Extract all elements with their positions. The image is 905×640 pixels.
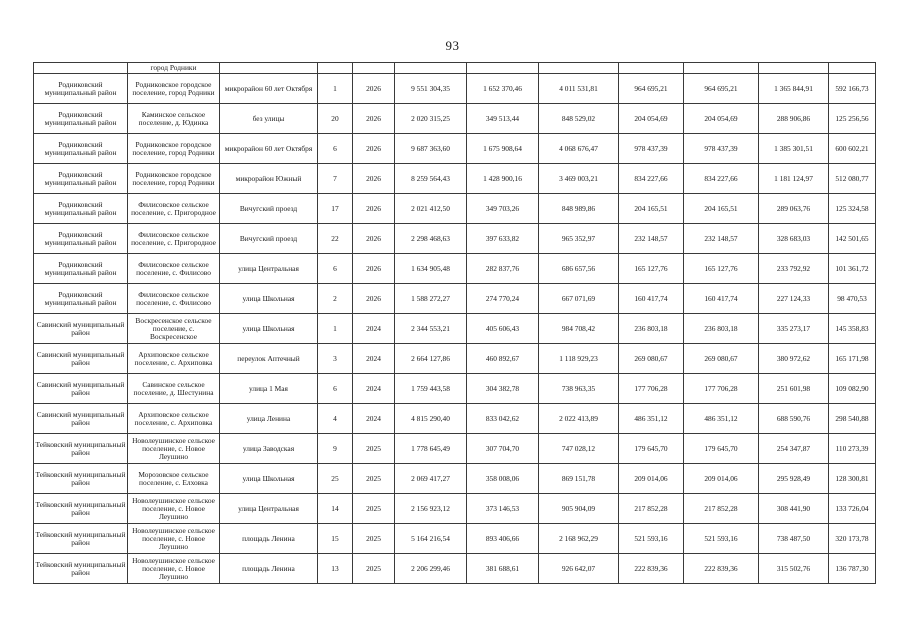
settlement-cell: город Родники [128, 63, 220, 74]
settlement-cell: Каминское сельское поселение, д. Юдинка [128, 104, 220, 134]
amount-cell: 893 406,66 [467, 524, 539, 554]
amount-cell: 98 470,53 [829, 284, 876, 314]
year-cell: 2026 [353, 104, 395, 134]
amount-cell: 686 657,56 [539, 254, 619, 284]
street-cell: переулок Аптечный [220, 344, 318, 374]
year-cell: 2026 [353, 194, 395, 224]
year-cell: 2024 [353, 374, 395, 404]
street-cell: улица Школьная [220, 464, 318, 494]
year-cell: 2024 [353, 404, 395, 434]
amount-cell: 486 351,12 [619, 404, 684, 434]
year-cell: 2026 [353, 224, 395, 254]
year-cell: 2026 [353, 74, 395, 104]
district-cell: Савинский муниципальный район [34, 314, 128, 344]
amount-cell: 165 127,76 [684, 254, 759, 284]
amount-cell: 848 529,02 [539, 104, 619, 134]
district-cell: Савинский муниципальный район [34, 404, 128, 434]
amount-cell: 964 695,21 [619, 74, 684, 104]
amount-cell: 1 652 370,46 [467, 74, 539, 104]
amount-cell: 600 602,21 [829, 134, 876, 164]
district-cell: Тейковский муниципальный район [34, 524, 128, 554]
street-cell: улица Заводская [220, 434, 318, 464]
amount-cell: 307 704,70 [467, 434, 539, 464]
amount-cell: 848 989,86 [539, 194, 619, 224]
year-cell: 2026 [353, 284, 395, 314]
district-cell: Родниковский муниципальный район [34, 74, 128, 104]
amount-cell: 282 837,76 [467, 254, 539, 284]
amount-cell: 1 385 301,51 [759, 134, 829, 164]
amount-cell: 254 347,87 [759, 434, 829, 464]
house-number-cell: 25 [318, 464, 353, 494]
settlement-cell: Филисовское сельское поселение, с. Пригородное [128, 194, 220, 224]
amount-cell: 320 173,78 [829, 524, 876, 554]
amount-cell: 747 028,12 [539, 434, 619, 464]
table-row [34, 74, 876, 104]
street-cell: улица Ленина [220, 404, 318, 434]
house-number-cell: 17 [318, 194, 353, 224]
amount-cell: 236 803,18 [684, 314, 759, 344]
amount-cell: 1 675 908,64 [467, 134, 539, 164]
page-number: 93 [445, 38, 460, 53]
amount-cell: 298 540,88 [829, 404, 876, 434]
settlement-cell: Новолеушинское сельское поселение, с. Новое Леушино [128, 434, 220, 464]
district-cell: Родниковский муниципальный район [34, 254, 128, 284]
year-cell: 2025 [353, 554, 395, 584]
amount-cell: 133 726,04 [829, 494, 876, 524]
settlement-cell: Филисовское сельское поселение, с. Филисово [128, 284, 220, 314]
amount-cell: 308 441,90 [759, 494, 829, 524]
total-cost-cell: 4 815 290,40 [395, 404, 467, 434]
amount-cell: 232 148,57 [619, 224, 684, 254]
street-cell: микрорайон 60 лет Октября [220, 74, 318, 104]
house-number-cell: 2 [318, 284, 353, 314]
total-cost-cell: 2 344 553,21 [395, 314, 467, 344]
amount-cell: 965 352,97 [539, 224, 619, 254]
total-cost-cell: 2 156 923,12 [395, 494, 467, 524]
amount-cell: 110 273,39 [829, 434, 876, 464]
amount-cell: 274 770,24 [467, 284, 539, 314]
amount-cell: 165 127,76 [619, 254, 684, 284]
table-row [34, 434, 876, 464]
amount-cell: 328 683,03 [759, 224, 829, 254]
year-cell: 2026 [353, 254, 395, 284]
amount-cell: 869 151,78 [539, 464, 619, 494]
settlement-cell: Новолеушинское сельское поселение, с. Новое Леушино [128, 494, 220, 524]
total-cost-cell: 5 164 216,54 [395, 524, 467, 554]
table-row [34, 494, 876, 524]
settlement-cell: Морозовское сельское поселение, с. Елховка [128, 464, 220, 494]
house-number-cell: 4 [318, 404, 353, 434]
district-cell: Родниковский муниципальный район [34, 194, 128, 224]
table-row [34, 464, 876, 494]
amount-cell: 204 054,69 [684, 104, 759, 134]
street-cell: улица Центральная [220, 254, 318, 284]
table-row [34, 344, 876, 374]
street-cell: Вичугский проезд [220, 224, 318, 254]
district-cell: Родниковский муниципальный район [34, 284, 128, 314]
amount-cell: 4 068 676,47 [539, 134, 619, 164]
table-row [34, 554, 876, 584]
district-cell: Родниковский муниципальный район [34, 164, 128, 194]
amount-cell: 160 417,74 [684, 284, 759, 314]
table-row [34, 194, 876, 224]
amount-cell: 233 792,92 [759, 254, 829, 284]
amount-cell: 521 593,16 [619, 524, 684, 554]
amount-cell: 236 803,18 [619, 314, 684, 344]
total-cost-cell: 2 206 299,46 [395, 554, 467, 584]
table-row [34, 254, 876, 284]
amount-cell: 251 601,98 [759, 374, 829, 404]
street-cell: улица Школьная [220, 284, 318, 314]
district-cell: Тейковский муниципальный район [34, 494, 128, 524]
settlement-cell: Воскресенское сельское поселение, с. Воскресенское [128, 314, 220, 344]
total-cost-cell: 2 020 315,25 [395, 104, 467, 134]
amount-cell: 380 972,62 [759, 344, 829, 374]
amount-cell: 217 852,28 [619, 494, 684, 524]
house-number-cell: 6 [318, 254, 353, 284]
settlement-cell: Архиповское сельское поселение, с. Архиповка [128, 344, 220, 374]
amount-cell: 373 146,53 [467, 494, 539, 524]
amount-cell: 160 417,74 [619, 284, 684, 314]
street-cell: улица Школьная [220, 314, 318, 344]
amount-cell: 125 256,56 [829, 104, 876, 134]
house-number-cell: 14 [318, 494, 353, 524]
amount-cell: 304 382,78 [467, 374, 539, 404]
amount-cell: 209 014,06 [684, 464, 759, 494]
settlement-cell: Филисовское сельское поселение, с. Пригородное [128, 224, 220, 254]
total-cost-cell: 2 021 412,50 [395, 194, 467, 224]
district-cell: Тейковский муниципальный район [34, 554, 128, 584]
amount-cell: 905 904,09 [539, 494, 619, 524]
year-cell: 2025 [353, 464, 395, 494]
amount-cell: 209 014,06 [619, 464, 684, 494]
amount-cell: 335 273,17 [759, 314, 829, 344]
district-cell: Тейковский муниципальный район [34, 464, 128, 494]
amount-cell: 232 148,57 [684, 224, 759, 254]
amount-cell: 358 008,06 [467, 464, 539, 494]
table-row [34, 404, 876, 434]
total-cost-cell: 1 634 905,48 [395, 254, 467, 284]
house-number-cell: 1 [318, 74, 353, 104]
amount-cell: 1 365 844,91 [759, 74, 829, 104]
amount-cell: 142 501,65 [829, 224, 876, 254]
house-number-cell: 15 [318, 524, 353, 554]
total-cost-cell: 1 588 272,27 [395, 284, 467, 314]
total-cost-cell: 2 069 417,27 [395, 464, 467, 494]
amount-cell: 269 080,67 [619, 344, 684, 374]
amount-cell: 128 300,81 [829, 464, 876, 494]
amount-cell: 222 839,36 [619, 554, 684, 584]
table-row [34, 284, 876, 314]
amount-cell: 834 227,66 [684, 164, 759, 194]
district-cell: Родниковский муниципальный район [34, 224, 128, 254]
amount-cell: 833 042,62 [467, 404, 539, 434]
street-cell: улица 1 Мая [220, 374, 318, 404]
amount-cell: 125 324,58 [829, 194, 876, 224]
settlement-cell: Архиповское сельское поселение, с. Архиповка [128, 404, 220, 434]
year-cell: 2026 [353, 164, 395, 194]
total-cost-cell: 9 687 363,60 [395, 134, 467, 164]
amount-cell: 978 437,39 [619, 134, 684, 164]
settlement-cell: Новолеушинское сельское поселение, с. Новое Леушино [128, 524, 220, 554]
settlement-cell: Филисовское сельское поселение, с. Филисово [128, 254, 220, 284]
amount-cell: 405 606,43 [467, 314, 539, 344]
amount-cell: 460 892,67 [467, 344, 539, 374]
district-cell: Савинский муниципальный район [34, 344, 128, 374]
amount-cell: 2 022 413,89 [539, 404, 619, 434]
amount-cell: 204 165,51 [684, 194, 759, 224]
table-row [34, 374, 876, 404]
amount-cell: 667 071,69 [539, 284, 619, 314]
total-cost-cell: 2 664 127,86 [395, 344, 467, 374]
amount-cell: 3 469 003,21 [539, 164, 619, 194]
amount-cell: 179 645,70 [684, 434, 759, 464]
amount-cell: 145 358,83 [829, 314, 876, 344]
amount-cell: 512 080,77 [829, 164, 876, 194]
settlement-cell: Родниковское городское поселение, город Родники [128, 74, 220, 104]
amount-cell: 1 428 900,16 [467, 164, 539, 194]
amount-cell: 738 963,35 [539, 374, 619, 404]
amount-cell: 964 695,21 [684, 74, 759, 104]
register-table [33, 62, 876, 584]
total-cost-cell: 1 778 645,49 [395, 434, 467, 464]
house-number-cell: 22 [318, 224, 353, 254]
amount-cell: 288 906,86 [759, 104, 829, 134]
amount-cell: 101 361,72 [829, 254, 876, 284]
table-row [34, 224, 876, 254]
amount-cell: 315 502,76 [759, 554, 829, 584]
settlement-cell: Савинское сельское поселение, д. Шестунина [128, 374, 220, 404]
year-cell: 2025 [353, 494, 395, 524]
amount-cell: 834 227,66 [619, 164, 684, 194]
district-cell: Родниковский муниципальный район [34, 104, 128, 134]
amount-cell: 109 082,90 [829, 374, 876, 404]
amount-cell: 397 633,82 [467, 224, 539, 254]
amount-cell: 269 080,67 [684, 344, 759, 374]
amount-cell: 204 054,69 [619, 104, 684, 134]
amount-cell: 984 708,42 [539, 314, 619, 344]
street-cell: микрорайон Южный [220, 164, 318, 194]
total-cost-cell: 1 759 443,58 [395, 374, 467, 404]
table-row [34, 314, 876, 344]
street-cell: без улицы [220, 104, 318, 134]
street-cell: микрорайон 60 лет Октября [220, 134, 318, 164]
year-cell: 2024 [353, 314, 395, 344]
amount-cell: 738 487,50 [759, 524, 829, 554]
amount-cell: 521 593,16 [684, 524, 759, 554]
amount-cell: 222 839,36 [684, 554, 759, 584]
house-number-cell: 3 [318, 344, 353, 374]
settlement-cell: Новолеушинское сельское поселение, с. Новое Леушино [128, 554, 220, 584]
amount-cell: 179 645,70 [619, 434, 684, 464]
amount-cell: 165 171,98 [829, 344, 876, 374]
amount-cell: 4 011 531,81 [539, 74, 619, 104]
district-cell: Савинский муниципальный район [34, 374, 128, 404]
street-cell: Вичугский проезд [220, 194, 318, 224]
amount-cell: 1 181 124,97 [759, 164, 829, 194]
amount-cell: 978 437,39 [684, 134, 759, 164]
amount-cell: 177 706,28 [684, 374, 759, 404]
year-cell: 2026 [353, 134, 395, 164]
table-row [34, 104, 876, 134]
district-cell: Родниковский муниципальный район [34, 134, 128, 164]
amount-cell: 177 706,28 [619, 374, 684, 404]
table-row [34, 134, 876, 164]
street-cell: площадь Ленина [220, 554, 318, 584]
total-cost-cell: 8 259 564,43 [395, 164, 467, 194]
table-row [34, 164, 876, 194]
street-cell: улица Центральная [220, 494, 318, 524]
year-cell: 2025 [353, 524, 395, 554]
settlement-cell: Родниковское городское поселение, город Родники [128, 134, 220, 164]
amount-cell: 217 852,28 [684, 494, 759, 524]
amount-cell: 289 063,76 [759, 194, 829, 224]
amount-cell: 2 168 962,29 [539, 524, 619, 554]
year-cell: 2025 [353, 434, 395, 464]
amount-cell: 486 351,12 [684, 404, 759, 434]
house-number-cell: 6 [318, 374, 353, 404]
amount-cell: 592 166,73 [829, 74, 876, 104]
house-number-cell: 6 [318, 134, 353, 164]
amount-cell: 926 642,07 [539, 554, 619, 584]
amount-cell: 349 703,26 [467, 194, 539, 224]
amount-cell: 1 118 929,23 [539, 344, 619, 374]
house-number-cell: 20 [318, 104, 353, 134]
table-row [34, 524, 876, 554]
amount-cell: 295 928,49 [759, 464, 829, 494]
table-row [34, 63, 876, 74]
amount-cell: 227 124,33 [759, 284, 829, 314]
amount-cell: 349 513,44 [467, 104, 539, 134]
amount-cell: 688 590,76 [759, 404, 829, 434]
house-number-cell: 1 [318, 314, 353, 344]
amount-cell: 204 165,51 [619, 194, 684, 224]
house-number-cell: 13 [318, 554, 353, 584]
amount-cell: 136 787,30 [829, 554, 876, 584]
street-cell: площадь Ленина [220, 524, 318, 554]
year-cell: 2024 [353, 344, 395, 374]
total-cost-cell: 2 298 468,63 [395, 224, 467, 254]
amount-cell: 381 688,61 [467, 554, 539, 584]
district-cell: Тейковский муниципальный район [34, 434, 128, 464]
total-cost-cell: 9 551 304,35 [395, 74, 467, 104]
house-number-cell: 9 [318, 434, 353, 464]
house-number-cell: 7 [318, 164, 353, 194]
settlement-cell: Родниковское городское поселение, город Родники [128, 164, 220, 194]
